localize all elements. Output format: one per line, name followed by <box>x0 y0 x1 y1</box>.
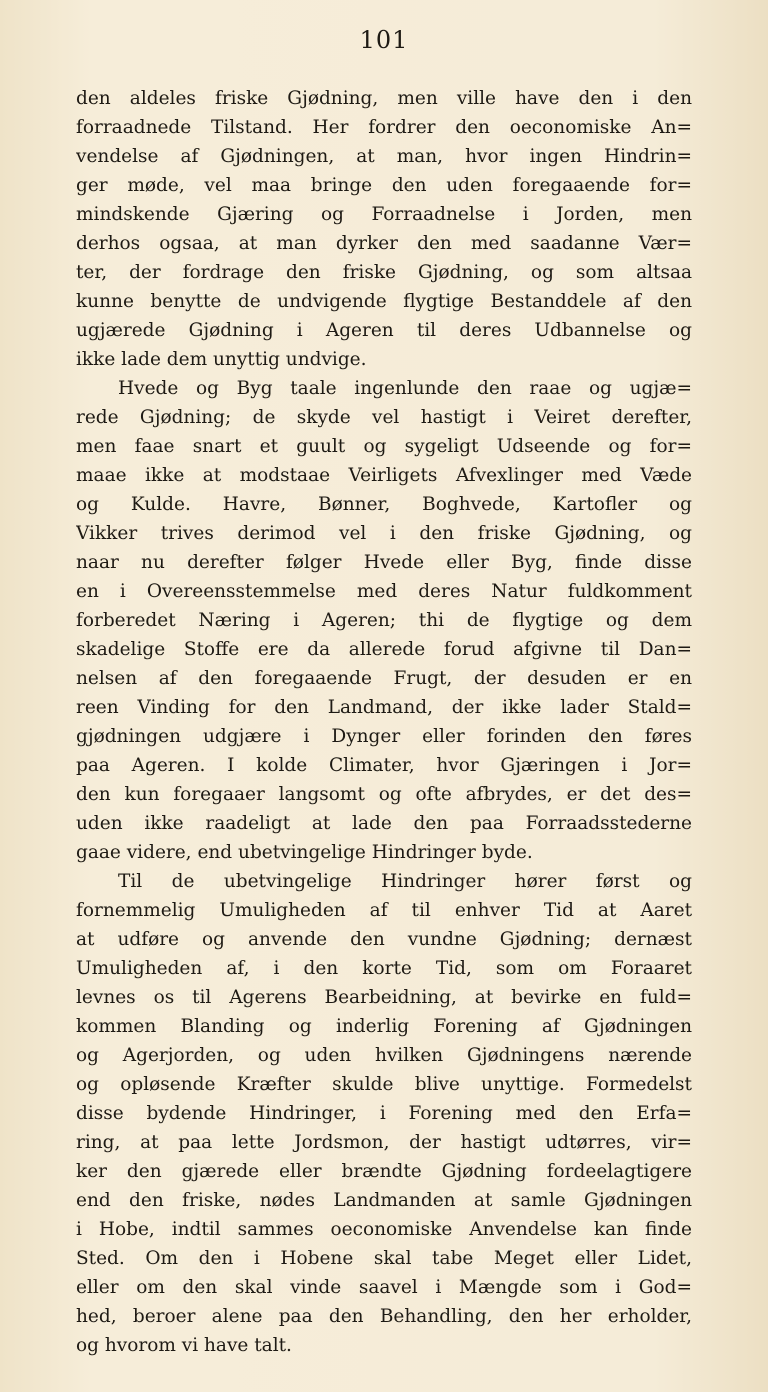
text-line: paa Ageren. I kolde Climater, hvor Gjæringen i Jor= <box>76 755 692 776</box>
text-line: reen Vinding for den Landmand, der ikke lader Stald= <box>76 697 692 718</box>
text-line: levnes os til Agerens Bearbeidning, at bevirke en fuld= <box>76 987 692 1008</box>
text-line: og Kulde. Havre, Bønner, Boghvede, Kartofler og <box>76 494 692 515</box>
text-line: gjødningen udgjære i Dynger eller forinden den føres <box>76 726 692 747</box>
text-line: mindskende Gjæring og Forraadnelse i Jorden, men <box>76 204 692 225</box>
text-line: ger møde, vel maa bringe den uden foregaaende for= <box>76 175 692 196</box>
text-line: end den friske, nødes Landmanden at samle Gjødningen <box>76 1190 692 1211</box>
text-line: disse bydende Hindringer, i Forening med den Erfa= <box>76 1103 692 1124</box>
text-line: rede Gjødning; de skyde vel hastigt i Veiret derefter, <box>76 407 692 428</box>
text-line: i Hobe, indtil sammes oeconomiske Anvendelse kan finde <box>76 1219 692 1240</box>
text-line: og opløsende Kræfter skulde blive unyttige. Formedelst <box>76 1074 692 1095</box>
body-text <box>76 84 692 1360</box>
text-line: den aldeles friske Gjødning, men ville have den i den <box>76 88 692 109</box>
text-line: en i Overeensstemmelse med deres Natur fuldkomment <box>76 581 692 602</box>
text-line: den kun foregaaer langsomt og ofte afbrydes, er det des= <box>76 784 692 805</box>
text-line: maae ikke at modstaae Veirligets Afvexlinger med Væde <box>76 465 692 486</box>
text-line: ikke lade dem unyttig undvige. <box>76 349 367 370</box>
text-line: naar nu derefter følger Hvede eller Byg, finde disse <box>76 552 692 573</box>
text-line: ter, der fordrage den friske Gjødning, og som altsaa <box>76 262 692 283</box>
text-line: derhos ogsaa, at man dyrker den med saadanne Vær= <box>76 233 692 254</box>
text-line: ugjærede Gjødning i Ageren til deres Udbannelse og <box>76 320 692 341</box>
page-number: 101 <box>359 26 409 54</box>
text-line: nelsen af den foregaaende Frugt, der desuden er en <box>76 668 692 689</box>
text-line: kunne benytte de undvigende flygtige Bestanddele af den <box>76 291 692 312</box>
text-line: forraadnede Tilstand. Her fordrer den oeconomiske An= <box>76 117 692 138</box>
text-line: men faae snart et guult og sygeligt Udseende og for= <box>76 436 692 457</box>
text-line: skadelige Stoffe ere da allerede forud afgivne til Dan= <box>76 639 692 660</box>
text-line: at udføre og anvende den vundne Gjødning; dernæst <box>76 929 692 950</box>
text-line: forberedet Næring i Ageren; thi de flygtige og dem <box>76 610 692 631</box>
text-line: og hvorom vi have talt. <box>76 1335 292 1356</box>
text-line: gaae videre, end ubetvingelige Hindringer byde. <box>76 842 533 863</box>
text-line: uden ikke raadeligt at lade den paa Forraadsstederne <box>76 813 692 834</box>
text-line: Vikker trives derimod vel i den friske Gjødning, og <box>76 523 692 544</box>
text-line: Umuligheden af, i den korte Tid, som om Foraaret <box>76 958 692 979</box>
text-line: eller om den skal vinde saavel i Mængde som i God= <box>76 1277 692 1298</box>
text-line: hed, beroer alene paa den Behandling, den her erholder, <box>76 1306 692 1327</box>
text-line: vendelse af Gjødningen, at man, hvor ingen Hindrin= <box>76 146 692 167</box>
text-line: ker den gjærede eller brændte Gjødning fordeelagtigere <box>76 1161 692 1182</box>
text-line: ring, at paa lette Jordsmon, der hastigt udtørres, vir= <box>76 1132 692 1153</box>
text-line: og Agerjorden, og uden hvilken Gjødningens nærende <box>76 1045 692 1066</box>
paragraph-start: Hvede og Byg taale ingenlunde den raae og ugjæ= <box>118 378 692 399</box>
text-line: fornemmelig Umuligheden af til enhver Tid at Aaret <box>76 900 692 921</box>
text-line: kommen Blanding og inderlig Forening af Gjødningen <box>76 1016 692 1037</box>
text-line: Sted. Om den i Hobene skal tabe Meget eller Lidet, <box>76 1248 692 1269</box>
paragraph-start: Til de ubetvingelige Hindringer hører først og <box>118 871 692 892</box>
